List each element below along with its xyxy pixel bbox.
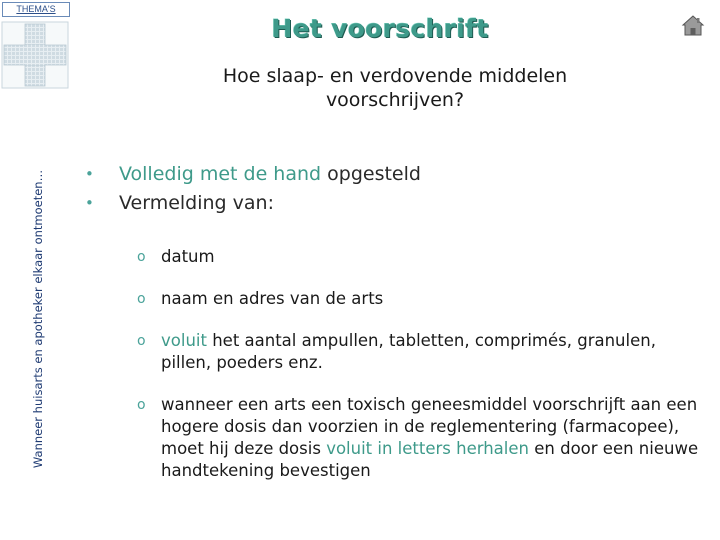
sub-item-highlight-text: voluit in letters herhalen	[326, 439, 529, 458]
bullet-marker: •	[85, 194, 94, 212]
sub-item	[137, 394, 702, 482]
sub-item-marker: o	[137, 333, 146, 349]
sub-item-text: het aantal ampullen, tabletten, comprimés, granulen, pillen, poeders enz.	[161, 331, 656, 372]
subtitle-line-1: Hoe slaap- en verdovende middelen	[222, 65, 568, 87]
page-subtitle	[110, 64, 680, 112]
vertical-side-label-container	[28, 120, 48, 518]
bullet-item	[85, 189, 695, 218]
vertical-side-label: Wanneer huisarts en apotheker elkaar ontmoeten…	[31, 169, 45, 469]
cross-logo-icon	[0, 20, 70, 90]
sub-item-marker: o	[137, 249, 146, 265]
bullet-text: opgesteld	[321, 163, 421, 185]
bullet-marker: •	[85, 165, 94, 183]
sub-item-marker: o	[137, 291, 146, 307]
sub-item	[137, 246, 702, 268]
sub-item	[137, 330, 702, 374]
page-title: Het voorschrift	[271, 14, 489, 43]
themas-link[interactable]: THEMA'S	[2, 2, 70, 17]
main-bullet-list	[85, 160, 695, 218]
bullet-highlight-text: Volledig met de hand	[119, 163, 322, 185]
sub-item-highlight-text: voluit	[161, 331, 207, 350]
home-icon[interactable]	[681, 14, 705, 38]
sub-item-text: wanneer een arts een toxisch geneesmiddel voorschrijft aan een hogere dosis dan voorzien in de reglementering (farmacopee), moet hij deze dosis	[161, 395, 698, 458]
sub-item	[137, 288, 702, 310]
bullet-text: Vermelding van:	[119, 192, 274, 214]
sub-item-text: en door een nieuwe handtekening bevestigen	[161, 439, 699, 480]
subtitle-line-2: voorschrijven?	[325, 89, 465, 111]
sub-item-marker: o	[137, 397, 146, 413]
sub-item-text: datum	[161, 247, 215, 266]
bullet-item	[85, 160, 695, 189]
sub-item-text: naam en adres van de arts	[161, 289, 384, 308]
sub-item-list	[137, 246, 702, 482]
